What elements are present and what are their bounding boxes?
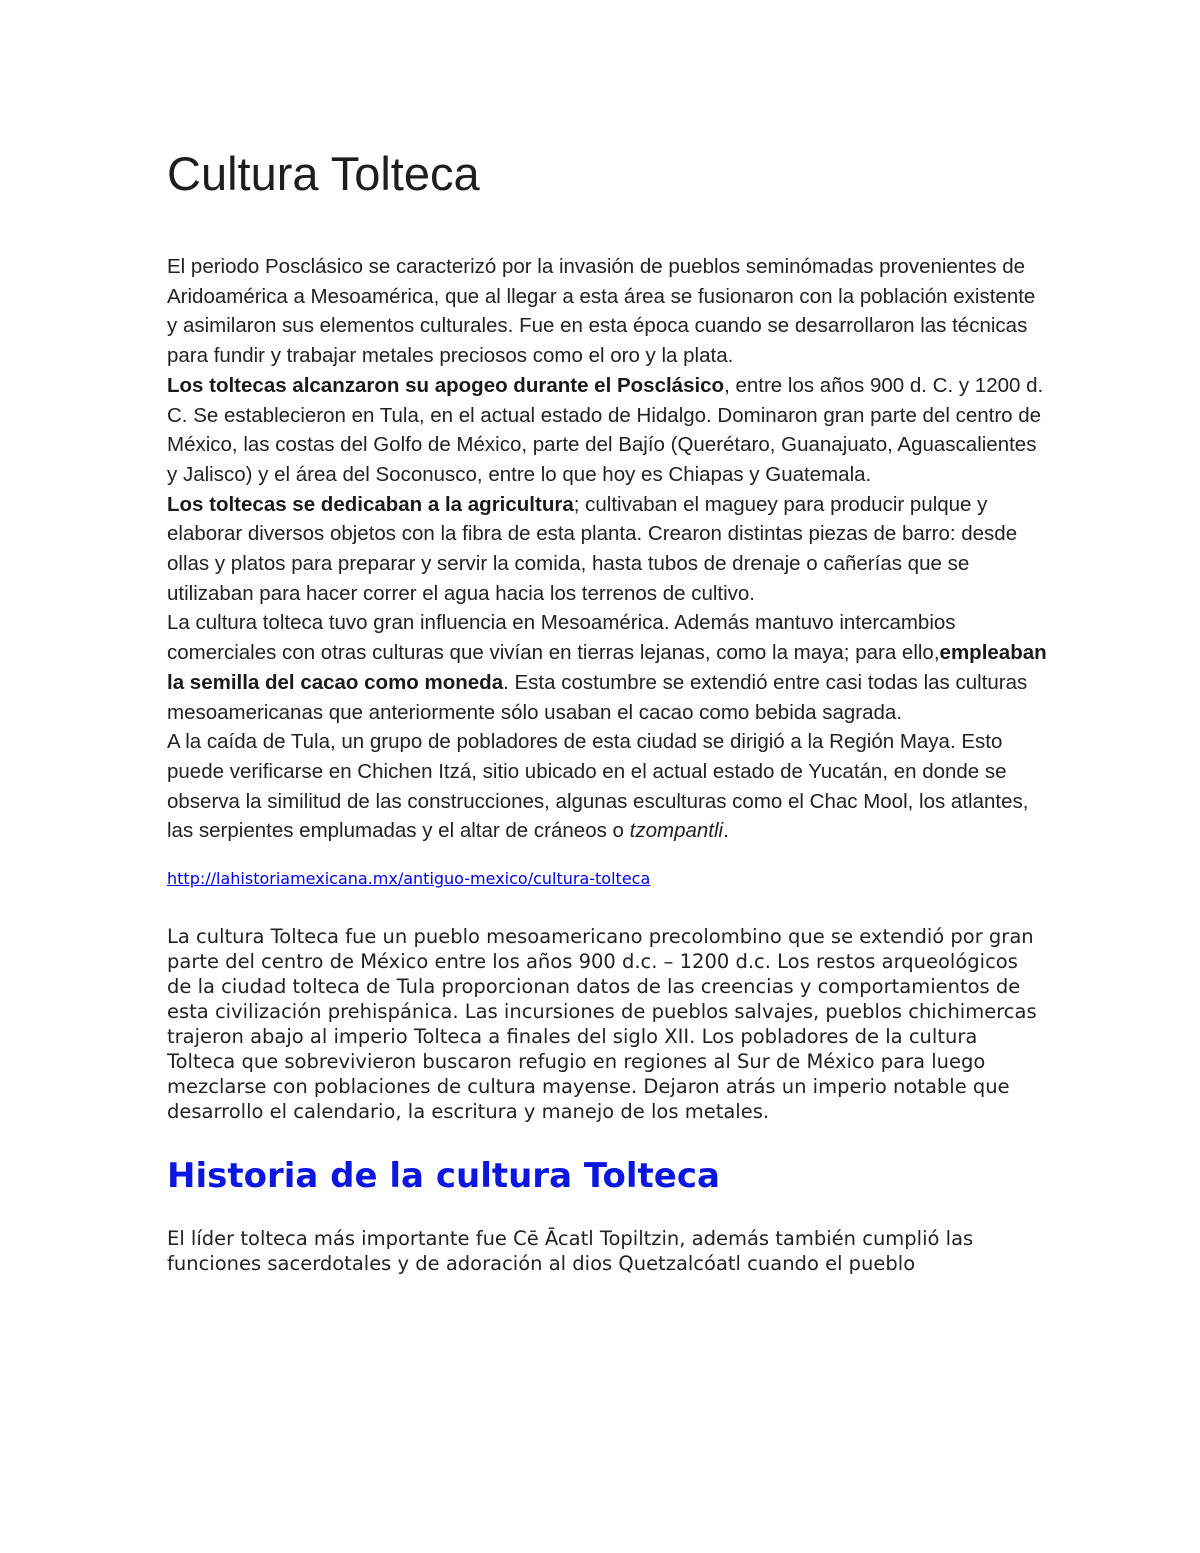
paragraph-text: . bbox=[723, 819, 729, 843]
bold-agricultura: Los toltecas se dedicaban a la agricultura bbox=[167, 492, 574, 516]
paragraph-text: A la caída de Tula, un grupo de pobladores de esta ciudad se dirigió a la Región Maya. Esto puede verificarse en Chichen Itzá, sitio ubicado en el actual estado de Yucatán, en donde se observa la similitud de las construcciones, algunas esculturas como el Chac Mool, los atlantes, las serpientes emplumadas y el altar de cráneos o bbox=[167, 730, 1029, 843]
paragraph-posclasico bbox=[167, 252, 1047, 846]
source-link[interactable]: http://lahistoriamexicana.mx/antiguo-mexico/cultura-tolteca bbox=[167, 869, 651, 889]
paragraph-summary: La cultura Tolteca fue un pueblo mesoamericano precolombino que se extendió por gran parte del centro de México entre los años 900 d.c. – 1200 d.c. Los restos arqueológicos de la ciudad tolteca de Tula proporcionan datos de las creencias y comportamientos de esta civilización prehispánica. Las incursiones de pueblos salvajes, pueblos chichimercas trajeron abajo al imperio Tolteca a finales del siglo XII. Los pobladores de la cultura Tolteca que sobrevivieron buscaron refugio en regiones al Sur de México para luego mezclarse con poblaciones de cultura mayense. Dejaron atrás un imperio notable que desarrollo el calendario, la escritura y manejo de los metales. bbox=[167, 925, 1037, 1124]
bold-apogeo: Los toltecas alcanzaron su apogeo durante el Posclásico bbox=[167, 373, 725, 397]
paragraph-text: . Esta costumbre se extendió entre casi todas las culturas mesoamericanas que anteriormente sólo usaban el cacao como bebida sagrada. bbox=[167, 670, 1028, 724]
paragraph-text: El periodo Posclásico se caracterizó por la invasión de pueblos seminómadas provenientes de Aridoamérica a Mesoamérica, que al llegar a esta área se fusionaron con la población existente y asimilaron sus elementos culturales. Fue en esta época cuando se desarrollaron las técnicas para fundir y trabajar metales preciosos como el oro y la plata. bbox=[167, 255, 1036, 368]
page-title: Cultura Tolteca bbox=[167, 147, 480, 200]
paragraph-text: La cultura tolteca tuvo gran influencia en Mesoamérica. Además mantuvo intercambios comerciales con otras culturas que vivían en tierras lejanas, como la maya; para ello, bbox=[167, 611, 956, 665]
document-page bbox=[167, 140, 1047, 1276]
section-heading-historia: Historia de la cultura Tolteca bbox=[167, 1156, 720, 1197]
bold-cacao: empleaban la semilla del cacao como moneda bbox=[167, 641, 1047, 694]
source-link-line bbox=[167, 868, 1047, 890]
paragraph-text: , entre los años 900 d. C. y 1200 d. C. Se establecieron en Tula, en el actual estado de Hidalgo. Dominaron gran parte del centro de México, las costas del Golfo de México, parte del Bajío (Querétaro, Guanajuato, Aguascalientes y Jalisco) y el área del Soconusco, entre lo que hoy es Chiapas y Guatemala. bbox=[167, 373, 1044, 486]
paragraph-text: ; cultivaban el maguey para producir pulque y elaborar diversos objetos con la fibra de esta planta. Crearon distintas piezas de barro: desde ollas y platos para preparar y servir la comida, hasta tubos de drenaje o cañerías que se utilizaban para hacer correr el agua hacia los terrenos de cultivo. bbox=[167, 492, 1018, 605]
paragraph-lider: El líder tolteca más importante fue Cē Ācatl Topiltzin, además también cumplió las funciones sacerdotales y de adoración al dios Quetzalcóatl cuando el pueblo bbox=[167, 1227, 974, 1276]
italic-tzompantli: tzompantli bbox=[629, 819, 724, 843]
